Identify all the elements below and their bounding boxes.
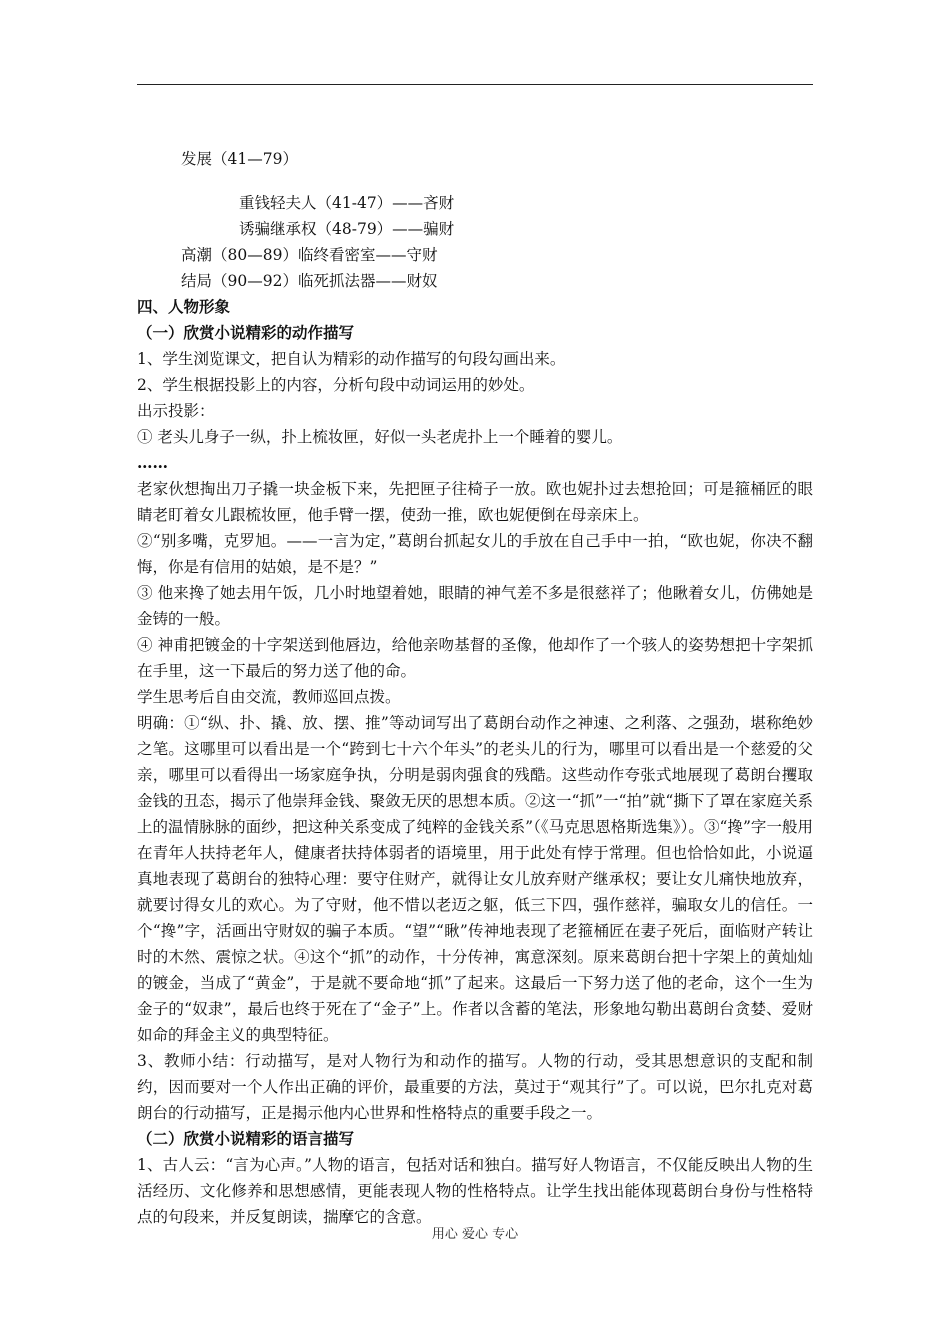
paragraph: 1、古人云：“言为心声。”人物的语言，包括对话和独白。描写好人物语言，不仅能反映出人物的生活经历、文化修养和思想感情，更能表现人物的性格特点。让学生找出能体现葛朗台身份与性格特点的句段来，并反复朗读，揣摩它的含意。 — [137, 1156, 813, 1226]
header-rule — [137, 84, 813, 85]
quote-1: ① 老头儿身子一纵，扑上梳妆匣，好似一头老虎扑上一个睡着的婴儿。 — [137, 428, 623, 446]
quote-2: ②“别多嘴，克罗旭。——一言为定，”葛朗台抓起女儿的手放在自己手中一拍，“欧也妮，你决不翻悔，你是有信用的姑娘，是不是？” — [137, 532, 813, 576]
summary-paragraph: 3、教师小结：行动描写，是对人物行为和动作的描写。人物的行动，受其思想意识的支配和制约，因而要对一个人作出正确的评价，最重要的方法，莫过于“观其行”了。可以说，巴尔扎克对葛朗台的行动描写，正是揭示他内心世界和性格特点的重要手段之一。 — [137, 1052, 813, 1122]
outline-development: 发展（41—79） — [181, 150, 298, 168]
paragraph: 学生思考后自由交流，教师巡回点拨。 — [137, 688, 401, 706]
quote-1-continued: 老家伙想掏出刀子撬一块金板下来，先把匣子往椅子一放。欧也妮扑过去想抢回；可是箍桶匠的眼睛老盯着女儿跟梳妆匣，他手臂一摆，使劲一推，欧也妮便倒在母亲床上。 — [137, 480, 813, 524]
spacer — [137, 172, 813, 190]
page-footer: 用心 爱心 专心 — [431, 1227, 519, 1242]
analysis-paragraph: 明确：①“纵、扑、撬、放、摆、推”等动词写出了葛朗台动作之神速、之利落、之强劲，堪称绝妙之笔。这哪里可以看出是一个“跨到七十六个年头”的老头儿的行为，哪里可以看出是一个慈爱的父亲，哪里可以看得出一场家庭争执，分明是弱肉强食的残酷。这些动作夸张式地展现了葛朗台攫取金钱的丑态，揭示了他崇拜金钱、聚敛无厌的思想本质。②这一“抓”一“拍”就“撕下了罩在家庭关系上的温情脉脉的面纱，把这种关系变成了纯粹的金钱关系”（《马克思恩格斯选集》）。③“搀”字一般用在青年人扶持老年人，健康者扶持体弱者的语境里，用于此处有悖于常理。但也恰恰如此，小说逼真地表现了葛朗台的独特心理：要守住财产，就得让女儿放弃财产继承权；要让女儿痛快地放弃，就要讨得女儿的欢心。为了守财，他不惜以老迈之躯，低三下四，强作慈祥，骗取女儿的信任。一个“搀”字，活画出守财奴的骗子本质。“望”“瞅”传神地表现了老箍桶匠在妻子死后，面临财产转让时的木然、震惊之状。④这个“抓”的动作，十分传神，寓意深刻。原来葛朗台把十字架上的黄灿灿的镀金，当成了“黄金”，于是就不要命地“抓”了起来。这最后一下努力送了他的老命，这个一生为金子的“奴隶”，最后也终于死在了“金子”上。作者以含蓄的笔法，形象地勾勒出葛朗台贪婪、爱财如命的拜金主义的典型特征。 — [137, 714, 813, 1044]
outline-sub-2: 诱骗继承权（48-79）——骗财 — [239, 220, 455, 238]
outline-ending: 结局（90—92）临死抓法器——财奴 — [181, 272, 438, 290]
subsection-heading-action: （一）欣赏小说精彩的动作描写 — [137, 323, 355, 342]
ellipsis: …… — [137, 453, 168, 472]
outline-climax: 高潮（80—89）临终看密室——守财 — [181, 246, 438, 264]
section-heading-character: 四、人物形象 — [137, 297, 231, 316]
subsection-heading-language: （二）欣赏小说精彩的语言描写 — [137, 1129, 355, 1148]
paragraph: 2、学生根据投影上的内容，分析句段中动词运用的妙处。 — [137, 376, 535, 394]
quote-3: ③ 他来搀了她去用午饭，几小时地望着她，眼睛的神气差不多是很慈祥了；他瞅着女儿，仿佛她是金铸的一般。 — [137, 584, 813, 628]
paragraph: 1、学生浏览课文，把自认为精彩的动作描写的句段勾画出来。 — [137, 350, 566, 368]
document-body — [137, 146, 813, 1230]
quote-4: ④ 神甫把镀金的十字架送到他唇边，给他亲吻基督的圣像，他却作了一个骇人的姿势想把十字架抓在手里，这一下最后的努力送了他的命。 — [137, 636, 813, 680]
outline-sub-1: 重钱轻夫人（41-47）——吝财 — [239, 194, 455, 212]
paragraph: 出示投影： — [137, 402, 215, 420]
